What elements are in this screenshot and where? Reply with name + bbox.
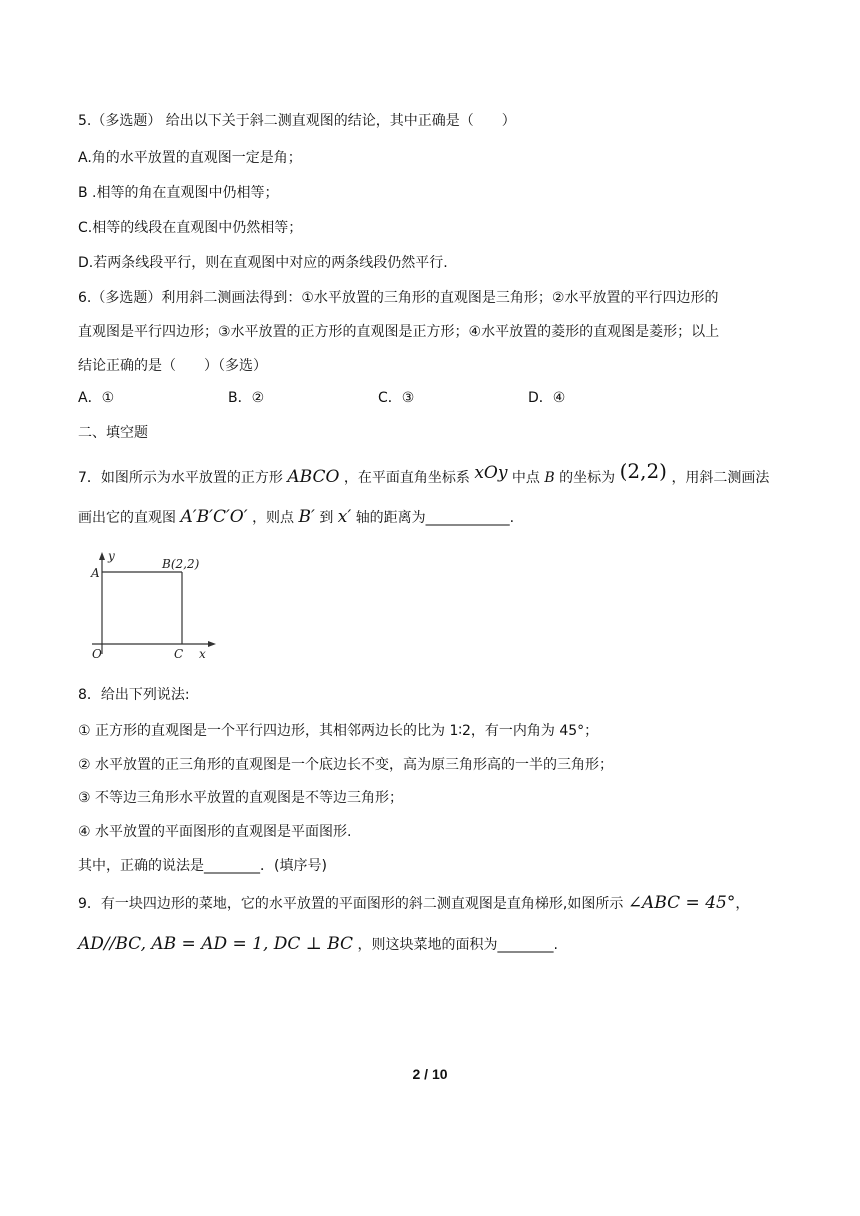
q7-text-8: 到 <box>319 510 334 526</box>
y-axis-arrow-icon <box>99 552 105 560</box>
q6-option-c: C．③ <box>378 390 415 406</box>
q9-math-conditions: AD//BC, AB = AD = 1, DC ⊥ BC <box>78 934 354 954</box>
q7-math-b: B <box>544 470 555 486</box>
q6-options <box>78 388 678 408</box>
section-fill-in-heading: 二、填空题 <box>78 425 148 441</box>
q6-line1: 6.（多选题）利用斜二测画法得到：①水平放置的三角形的直观图是三角形；②水平放置的平行四边形的 <box>78 290 719 306</box>
q8-item-3: ③ 不等边三角形水平放置的直观图是不等边三角形； <box>78 790 403 806</box>
q7-math-x-prime: x′ <box>337 507 352 527</box>
q7-text-9: 轴的距离为____________. <box>355 510 515 526</box>
label-b: B(2,2) <box>162 557 200 571</box>
q8-item-2: ② 水平放置的正三角形的直观图是一个底边长不变，高为原三角形高的一半的三角形； <box>78 757 613 773</box>
q6-option-a: A．① <box>78 390 115 406</box>
q8-item-4: ④ 水平放置的平面图形的直观图是平面图形. <box>78 824 352 840</box>
q8-stem: 8．给出下列说法: <box>78 687 190 703</box>
q9-line1 <box>78 893 749 914</box>
q7-math-coord: (2,2) <box>619 459 667 483</box>
q5-stem: 5.（多选题） 给出以下关于斜二测直观图的结论，其中正确是（ ） <box>78 113 516 129</box>
q7-square-figure <box>86 550 226 665</box>
q7-math-xoy: xOy <box>474 463 508 483</box>
q7-line2 <box>78 507 514 528</box>
x-axis-arrow-icon <box>208 641 216 647</box>
label-o: O <box>92 647 102 661</box>
q7-math-b-prime: B′ <box>298 507 315 527</box>
label-y: y <box>108 550 115 563</box>
q7-text-2: ，在平面直角坐标系 <box>343 470 470 486</box>
q9-line2 <box>78 934 558 955</box>
q5-option-c: C.相等的线段在直观图中仍然相等； <box>78 220 303 236</box>
q6-option-d: D．④ <box>528 390 566 406</box>
q5-option-d: D.若两条线段平行，则在直观图中对应的两条线段仍然平行. <box>78 255 448 271</box>
q7-text-4: 的坐标为 <box>559 470 616 486</box>
q8-answer: 其中，正确的说法是________．(填序号) <box>78 858 327 874</box>
q6-line2: 直观图是平行四边形；③水平放置的正方形的直观图是正方形；④水平放置的菱形的直观图是菱形；以上 <box>78 324 720 340</box>
q7-text-5: ，用斜二测画法 <box>671 470 770 486</box>
q7-text-1: 7．如图所示为水平放置的正方形 <box>78 470 283 486</box>
page-number: 2 / 10 <box>412 1066 448 1082</box>
q7-math-abco: ABCO <box>287 467 340 487</box>
q9-text-2: ，则这块菜地的面积为________. <box>357 937 558 953</box>
q5-option-b: B .相等的角在直观图中仍相等； <box>78 185 279 201</box>
label-x: x <box>199 647 206 661</box>
q8-item-1: ① 正方形的直观图是一个平行四边形，其相邻两边长的比为 1∶2，有一内角为 45°； <box>78 723 599 739</box>
q9-text-1: 9．有一块四边形的菜地，它的水平放置的平面图形的斜二测直观图是直角梯形,如图所示 <box>78 896 624 912</box>
q7-line1 <box>78 459 770 488</box>
q7-text-6: 画出它的直观图 <box>78 510 176 526</box>
q6-line3: 结论正确的是（ ）（多选） <box>78 358 267 374</box>
q5-option-a: A.角的水平放置的直观图一定是角； <box>78 150 302 166</box>
label-a: A <box>91 566 100 580</box>
q7-text-3: 中点 <box>511 470 540 486</box>
q9-text-1b: ， <box>735 896 750 912</box>
label-c: C <box>174 647 184 661</box>
q6-option-b: B．② <box>228 390 265 406</box>
q7-math-abco-prime: A′B′C′O′ <box>180 507 248 527</box>
q9-math-angle: ∠ABC = 45° <box>627 893 736 913</box>
q7-text-7: ，则点 <box>252 510 295 526</box>
